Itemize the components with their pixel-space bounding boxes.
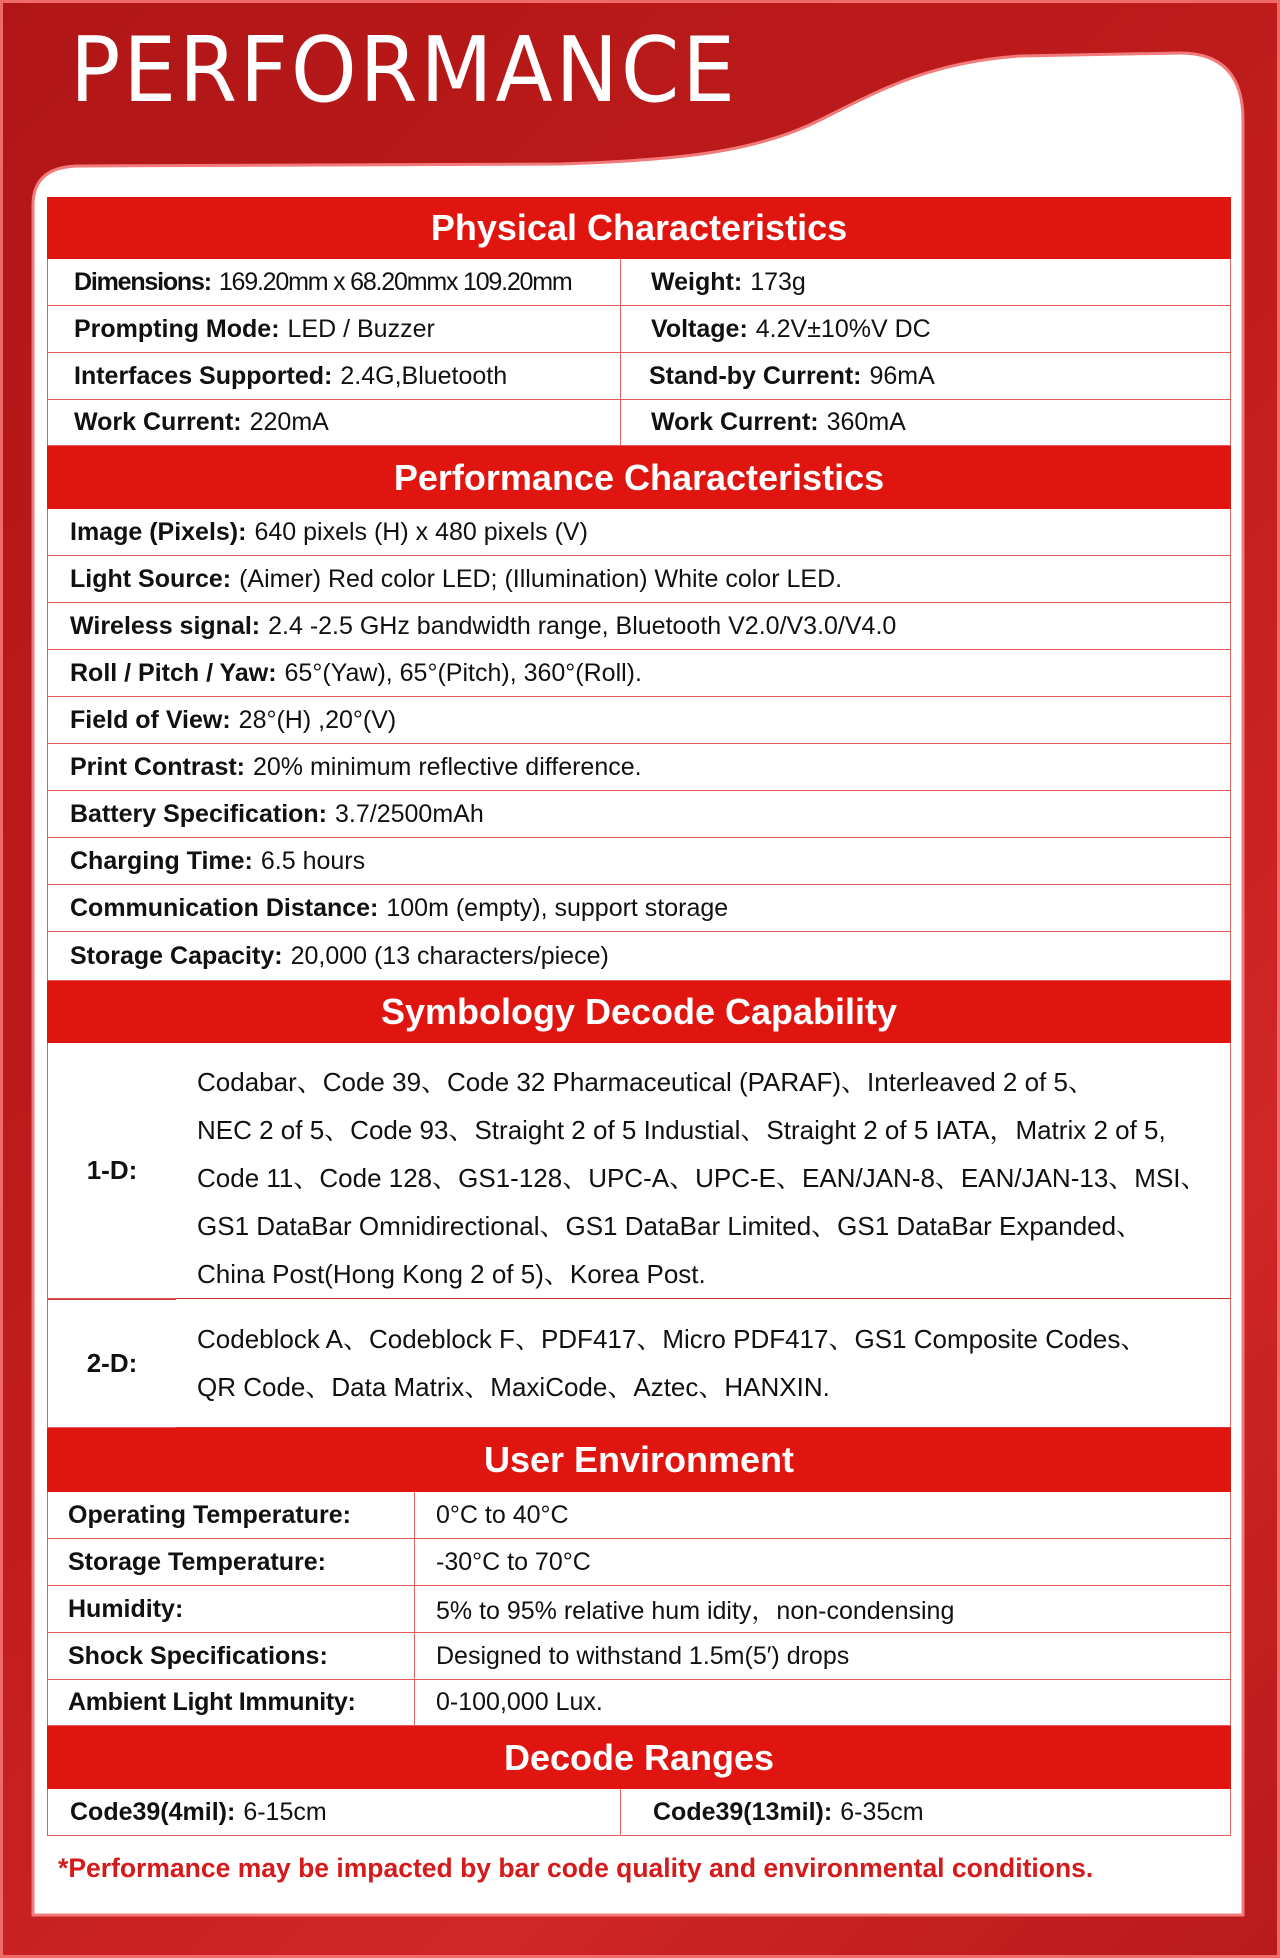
- env-value: 0°C to 40°C: [436, 1500, 569, 1529]
- env-value-cell: [414, 1633, 1231, 1680]
- spec-label: Prompting Mode:: [74, 314, 280, 343]
- symbology-1d-label: 1-D:: [47, 1043, 177, 1299]
- spec-label: Battery Specification:: [70, 799, 328, 828]
- spec-label: Work Current:: [74, 408, 242, 436]
- spec-label: Light Source:: [70, 564, 232, 593]
- spec-row: [47, 556, 1231, 603]
- env-value: -30°C to 70°C: [436, 1547, 591, 1576]
- env-label: Storage Temperature:: [68, 1547, 326, 1576]
- spec-value: 6.5 hours: [260, 846, 366, 875]
- spec-label: Work Current:: [651, 408, 819, 436]
- spec-value: 220mA: [249, 408, 329, 436]
- spec-label: Interfaces Supported:: [74, 361, 333, 390]
- page-title: PERFORMANCE: [70, 18, 738, 123]
- spec-value: (Aimer) Red color LED; (Illumination) White color LED.: [239, 564, 843, 593]
- performance-disclaimer-note: *Performance may be impacted by bar code quality and environmental conditions.: [58, 1853, 1094, 1883]
- spec-cell-dimensions: [47, 259, 621, 306]
- env-label-cell: [47, 1539, 415, 1586]
- spec-cell-work-current-right: [620, 400, 1231, 446]
- decode-range-cell-4mil: [47, 1789, 621, 1836]
- spec-value: 4.2V±10%V DC: [755, 314, 931, 343]
- spec-row: [47, 791, 1231, 838]
- env-label: Operating Temperature:: [68, 1500, 351, 1529]
- symbology-line: China Post(Hong Kong 2 of 5)、Korea Post.: [197, 1259, 706, 1289]
- env-value-cell: [414, 1539, 1231, 1586]
- spec-label: Roll / Pitch / Yaw:: [70, 658, 277, 687]
- env-value: 0-100,000 Lux.: [436, 1688, 603, 1716]
- spec-value: 360mA: [826, 408, 906, 436]
- spec-value: 28°(H) ,20°(V): [238, 705, 397, 734]
- env-label-cell: [47, 1633, 415, 1680]
- env-label: Humidity:: [68, 1594, 184, 1623]
- decode-range-cell-13mil: [620, 1789, 1231, 1836]
- section-header-physical: Physical Characteristics: [47, 197, 1231, 259]
- spec-value: 2.4G,Bluetooth: [340, 361, 508, 390]
- spec-label: Stand-by Current:: [649, 361, 862, 390]
- env-value: 5% to 95% relative hum idity，non-condensing: [436, 1597, 955, 1625]
- spec-value: 96mA: [869, 361, 935, 390]
- spec-label: Weight:: [651, 267, 743, 296]
- section-header-environment: User Environment: [47, 1428, 1231, 1492]
- symbology-2d-label: 2-D:: [47, 1299, 177, 1428]
- spec-cell-prompting-mode: [47, 306, 621, 353]
- decode-range-label: Code39(4mil):: [70, 1797, 236, 1826]
- env-label-cell: [47, 1680, 415, 1726]
- spec-label: Dimensions:: [74, 267, 211, 296]
- spec-row: [47, 885, 1231, 932]
- env-label-cell: [47, 1492, 415, 1539]
- spec-label: Wireless signal:: [70, 611, 261, 640]
- spec-label: Field of View:: [70, 705, 231, 734]
- spec-value: 2.4 -2.5 GHz bandwidth range, Bluetooth V2.0/V3.0/V4.0: [268, 611, 897, 640]
- env-value-cell: [414, 1492, 1231, 1539]
- env-value-cell: [414, 1586, 1231, 1633]
- spec-value: LED / Buzzer: [287, 314, 435, 343]
- env-value: Designed to withstand 1.5m(5′) drops: [436, 1641, 850, 1670]
- spec-label: Charging Time:: [70, 846, 253, 875]
- decode-range-label: Code39(13mil):: [653, 1797, 833, 1826]
- spec-cell-standby-current: [620, 353, 1231, 400]
- spec-value: 640 pixels (H) x 480 pixels (V): [254, 517, 588, 546]
- spec-cell-weight: [620, 259, 1231, 306]
- spec-label: Image (Pixels):: [70, 517, 247, 546]
- spec-row: [47, 744, 1231, 791]
- spec-row: [47, 650, 1231, 697]
- section-header-performance: Performance Characteristics: [47, 446, 1231, 509]
- symbology-line: Code 11、Code 128、GS1-128、UPC-A、UPC-E、EAN/JAN-8、EAN/JAN-13、MSI、: [197, 1163, 1207, 1193]
- spec-value: 169.20mm x 68.20mmx 109.20mm: [218, 267, 572, 296]
- spec-value: 3.7/2500mAh: [335, 799, 484, 828]
- decode-range-value: 6-35cm: [840, 1797, 924, 1826]
- spec-value: 100m (empty), support storage: [386, 893, 729, 922]
- symbology-line: QR Code、Data Matrix、MaxiCode、Aztec、HANXIN.: [197, 1372, 830, 1402]
- spec-value: 20% minimum reflective difference.: [253, 752, 642, 781]
- env-label: Shock Specifications:: [68, 1641, 328, 1670]
- spec-row: [47, 838, 1231, 885]
- spec-label: Communication Distance:: [70, 893, 379, 922]
- spec-label: Print Contrast:: [70, 752, 245, 781]
- symbology-line: NEC 2 of 5、Code 93、Straight 2 of 5 Industial、Straight 2 of 5 IATA，Matrix 2 of 5,: [197, 1115, 1166, 1145]
- spec-row: [47, 603, 1231, 650]
- spec-value: 65°(Yaw), 65°(Pitch), 360°(Roll).: [284, 658, 642, 687]
- env-label: Ambient Light Immunity:: [68, 1688, 356, 1716]
- section-header-decode-ranges: Decode Ranges: [47, 1726, 1231, 1789]
- env-label-cell: [47, 1586, 415, 1633]
- symbology-1d-list: [176, 1043, 1231, 1299]
- spec-label: Voltage:: [651, 314, 748, 343]
- symbology-2d-list: [176, 1299, 1231, 1428]
- spec-row: [47, 697, 1231, 744]
- spec-row: [47, 509, 1231, 556]
- spec-value: 173g: [750, 267, 806, 296]
- section-header-symbology: Symbology Decode Capability: [47, 981, 1231, 1043]
- decode-range-value: 6-15cm: [243, 1797, 327, 1826]
- spec-cell-interfaces: [47, 353, 621, 400]
- spec-value: 20,000 (13 characters/piece): [290, 941, 609, 970]
- spec-label: Storage Capacity:: [70, 941, 283, 970]
- env-value-cell: [414, 1680, 1231, 1726]
- symbology-line: GS1 DataBar Omnidirectional、GS1 DataBar Limited、GS1 DataBar Expanded、: [197, 1211, 1143, 1241]
- symbology-line: Codabar、Code 39、Code 32 Pharmaceutical (PARAF)、Interleaved 2 of 5、: [197, 1067, 1094, 1097]
- spec-cell-work-current-left: [47, 400, 621, 446]
- spec-cell-voltage: [620, 306, 1231, 353]
- symbology-line: Codeblock A、Codeblock F、PDF417、Micro PDF417、GS1 Composite Codes、: [197, 1324, 1147, 1354]
- spec-row: [47, 932, 1231, 981]
